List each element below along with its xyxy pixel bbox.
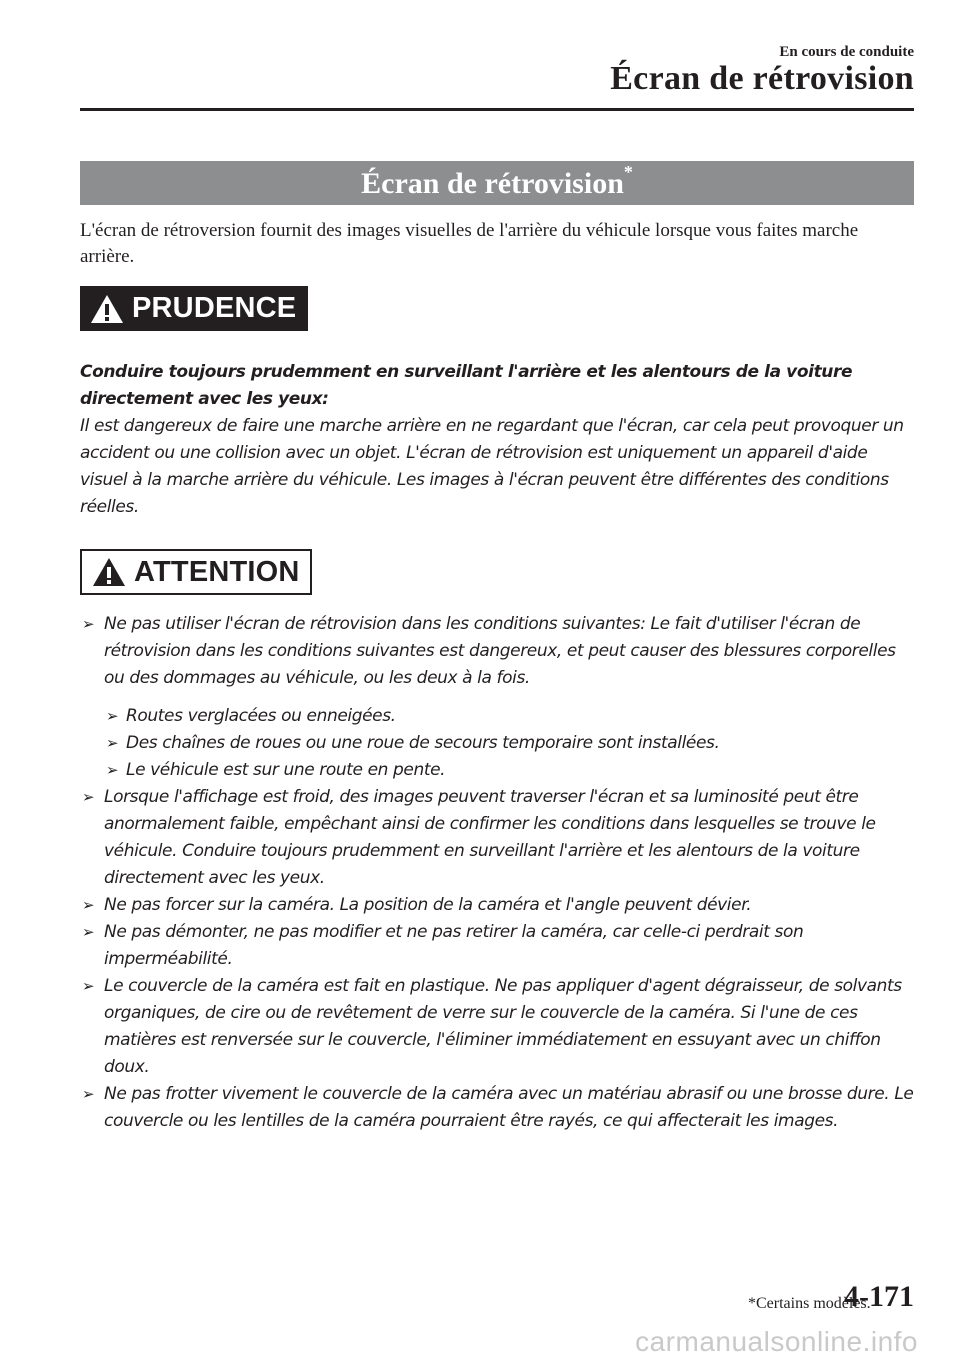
attention-label: ATTENTION (134, 555, 300, 588)
arrow-bullet-icon: ➢ (106, 734, 119, 752)
caution-heading: Conduire toujours prudemment en surveillant l'arrière et les alentours de la voiture directement avec les yeux: (80, 362, 853, 409)
header-divider (80, 108, 914, 111)
list-item: ➢ Ne pas démonter, ne pas modifier et ne pas retirer la caméra, car celle-ci perdrait son imperméabilité. (80, 919, 920, 973)
page-header-title: Écran de rétrovision (610, 60, 914, 97)
warning-triangle-icon (88, 550, 130, 595)
list-item: ➢ Le couvercle de la caméra est fait en plastique. Ne pas appliquer d'agent dégraisseur, de solvants organiques, de cire ou de revêtement de verre sur le couvercle de la caméra. Si l'une de ces matières est renversée sur le couvercle, l'éliminer immédiatement en essuyant avec un chiffon doux. (80, 973, 920, 1081)
sub-list-item: ➢ Des chaînes de roues ou une roue de secours temporaire sont installées. (104, 730, 920, 757)
list-item: ➢ Ne pas utiliser l'écran de rétrovision dans les conditions suivantes: Le fait d'utiliser l'écran de rétrovision dans les conditions suivantes est dangereux, et peut causer des blessures corporelles ou des dommages au véhicule, ou les deux à la fois. (80, 611, 920, 692)
attention-badge (80, 549, 312, 595)
section-title: Écran de rétrovision (361, 167, 624, 200)
list-item: ➢ Lorsque l'affichage est froid, des images peuvent traverser l'écran et sa luminosité peut être anormalement faible, empêchant ainsi de confirmer les conditions dans lesquelles se trouve le véhicule. Conduire toujours prudemment en surveillant l'arrière et les alentours de la voiture directement avec les yeux. (80, 784, 920, 892)
list-item: ➢ Ne pas forcer sur la caméra. La position de la caméra et l'angle peuvent dévier. (80, 892, 920, 919)
arrow-bullet-icon: ➢ (82, 615, 95, 633)
sub-list-item: ➢ Le véhicule est sur une route en pente. (104, 757, 920, 784)
caution-text (80, 359, 910, 521)
arrow-bullet-icon: ➢ (106, 707, 119, 725)
warning-triangle-icon (86, 286, 128, 331)
intro-paragraph: L'écran de rétroversion fournit des images visuelles de l'arrière du véhicule lorsque vous faites marche arrière. (80, 220, 859, 267)
arrow-bullet-icon: ➢ (106, 761, 119, 779)
sub-list-item: ➢ Routes verglacées ou enneigées. (104, 703, 920, 730)
arrow-bullet-icon: ➢ (82, 923, 95, 941)
attention-list (80, 611, 920, 1135)
arrow-bullet-icon: ➢ (82, 788, 95, 806)
arrow-bullet-icon: ➢ (82, 896, 95, 914)
caution-body: Il est dangereux de faire une marche arrière en ne regardant que l'écran, car cela peut provoquer un accident ou une collision avec un objet. L'écran de rétrovision est uniquement un appareil d'aide visuel à la marche arrière du véhicule. Les images à l'écran peuvent être différentes des conditions réelles. (80, 416, 904, 517)
optional-marker: * (623, 162, 633, 182)
footnote: *Certains modèles. (748, 1295, 871, 1312)
list-item: ➢ Ne pas frotter vivement le couvercle de la caméra avec un matériau abrasif ou une brosse dure. Le couvercle ou les lentilles de la caméra pourraient être rayés, ce qui affecterait les images. (80, 1081, 920, 1135)
section-title-bar (80, 161, 914, 205)
arrow-bullet-icon: ➢ (82, 1085, 95, 1103)
page-number: 4-171 (844, 1280, 914, 1313)
caution-badge (80, 286, 308, 331)
caution-label: PRUDENCE (132, 292, 297, 324)
watermark-link[interactable]: carmanualsonline.info (635, 1326, 918, 1357)
arrow-bullet-icon: ➢ (82, 977, 95, 995)
chapter-label: En cours de conduite (779, 44, 914, 60)
sub-list (80, 703, 920, 784)
